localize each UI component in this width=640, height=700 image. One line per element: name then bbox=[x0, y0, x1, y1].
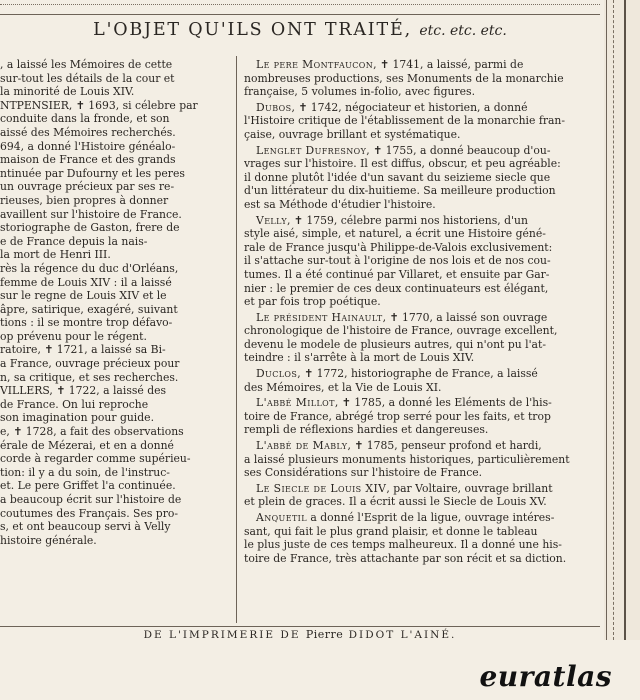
historian-entry bbox=[244, 311, 604, 365]
entry-line bbox=[244, 58, 604, 72]
bottom-rule bbox=[0, 626, 600, 627]
historian-name: Le Siecle de Louis XIV bbox=[256, 481, 387, 495]
entry-line bbox=[244, 410, 604, 424]
historian-name: Velly bbox=[256, 213, 288, 227]
entry-text: le plus juste de ces temps malheureux. Il a donné une his- bbox=[244, 538, 562, 552]
historian-entry bbox=[244, 482, 604, 509]
historian-name: Le pere Montfaucon bbox=[256, 58, 374, 71]
entry-line bbox=[244, 511, 604, 525]
entry-text: et par fois trop poétique. bbox=[244, 295, 381, 309]
historian-entry bbox=[244, 439, 604, 480]
entry-line bbox=[244, 114, 604, 128]
entry-line bbox=[244, 198, 604, 212]
left-column-line: e de France depuis la nais- bbox=[0, 234, 148, 248]
entry-line bbox=[244, 439, 604, 453]
left-column-line: sur le regne de Louis XIV et le bbox=[0, 289, 167, 303]
left-column-line: a beaucoup écrit sur l'histoire de bbox=[0, 493, 182, 506]
left-column bbox=[0, 58, 228, 547]
historian-name: L'abbé Millot bbox=[256, 396, 335, 410]
entry-text: , ✝ 1742, négociateur et historien, a donné bbox=[291, 100, 528, 114]
left-column-line: son imagination pour guide. bbox=[0, 411, 154, 425]
border-line bbox=[613, 0, 614, 640]
left-column-line: e, ✝ 1728, a fait des observations bbox=[0, 425, 184, 439]
entry-line bbox=[244, 453, 604, 467]
entry-line bbox=[244, 171, 604, 185]
entry-line bbox=[244, 128, 604, 142]
historian-name: Duclos bbox=[256, 367, 298, 381]
left-column-line: storiographe de Gaston, frere de bbox=[0, 221, 180, 235]
entry-text: française, 5 volumes in-folio, avec figures. bbox=[244, 85, 476, 99]
entry-text: çaise, ouvrage brillant et systématique. bbox=[244, 127, 461, 141]
column-divider bbox=[236, 56, 237, 623]
title-text: L'OBJET QU'ILS ONT TRAITÉ, bbox=[93, 20, 412, 40]
entry-text: a donné l'Esprit de la ligue, ouvrage intéres- bbox=[306, 511, 555, 524]
left-column-line: 694, a donné l'Histoire généalo- bbox=[0, 139, 176, 153]
entry-line bbox=[244, 101, 604, 115]
historian-name: Dubos bbox=[256, 100, 292, 114]
left-column-line: rès la régence du duc d'Orléans, bbox=[0, 261, 179, 275]
entry-line bbox=[244, 184, 604, 198]
left-column-line: femme de Louis XIV : il a laissé bbox=[0, 275, 172, 289]
entry-text: chronologique de l'histoire de France, ouvrage excellent, bbox=[244, 324, 558, 338]
entry-text: sant, qui fait le plus grand plaisir, et donne le tableau bbox=[244, 524, 538, 538]
entry-text: rempli de réflexions hardies et dangereuses. bbox=[244, 423, 489, 437]
entry-text: devenu le modele de plusieurs autres, qui n'ont pu l'at- bbox=[244, 337, 546, 351]
entry-text: a laissé plusieurs monuments historiques, particulièrement bbox=[244, 452, 570, 466]
entry-line bbox=[244, 396, 604, 410]
entry-line bbox=[244, 268, 604, 282]
entry-text: d'un littérateur du dix-huitieme. Sa meilleure production bbox=[244, 184, 556, 198]
entry-line bbox=[244, 552, 604, 566]
historian-entry bbox=[244, 511, 604, 565]
entry-text: l'Histoire critique de l'établissement de la monarchie fran- bbox=[244, 114, 566, 128]
left-column-line: et. Le pere Griffet l'a continuée. bbox=[0, 479, 176, 493]
entry-line bbox=[244, 338, 604, 352]
entry-text: nier : le premier de ces deux continuateurs est élégant, bbox=[244, 281, 549, 295]
entry-text: , ✝ 1772, historiographe de France, a laissé bbox=[297, 367, 538, 381]
historian-entry bbox=[244, 144, 604, 212]
entry-text: rale de France jusqu'à Philippe-de-Valois exclusivement: bbox=[244, 240, 553, 254]
entry-line bbox=[244, 241, 604, 255]
entry-line bbox=[244, 495, 604, 509]
left-column-line: NTPENSIER, ✝ 1693, si célebre par bbox=[0, 98, 198, 112]
entry-text: style aisé, simple, et naturel, a écrit une Histoire géné- bbox=[244, 227, 546, 241]
left-column-line: maison de France et des grands bbox=[0, 153, 176, 167]
left-column-line: n, sa critique, et ses recherches. bbox=[0, 370, 179, 384]
historian-entry bbox=[244, 101, 604, 142]
entry-line bbox=[244, 482, 604, 496]
border-line bbox=[624, 0, 626, 640]
left-column-line: a France, ouvrage précieux pour bbox=[0, 357, 180, 371]
top-ornament-dotted bbox=[0, 4, 600, 11]
historian-entry bbox=[244, 367, 604, 394]
entry-text: , ✝ 1770, a laissé son ouvrage bbox=[382, 310, 548, 324]
entry-line bbox=[244, 157, 604, 171]
left-column-line: aissé des Mémoires recherchés. bbox=[0, 125, 176, 139]
euratlas-watermark: euratlas bbox=[479, 660, 612, 693]
entry-line bbox=[244, 538, 604, 552]
border-line bbox=[606, 0, 607, 640]
imprint-suffix: DIDOT L'AINÉ. bbox=[348, 629, 457, 641]
left-column-line: ratoire, ✝ 1721, a laissé sa Bi- bbox=[0, 343, 166, 357]
historian-entry bbox=[244, 214, 604, 309]
right-column bbox=[244, 58, 604, 567]
section-title bbox=[0, 20, 600, 40]
entry-text: et plein de graces. Il a écrit aussi le Siecle de Louis XV. bbox=[244, 495, 547, 509]
historian-name: L'abbé de Mably bbox=[256, 439, 348, 453]
entry-line bbox=[244, 254, 604, 268]
left-column-line: op prévenu pour le régent. bbox=[0, 329, 147, 343]
historian-entry bbox=[244, 58, 604, 99]
entry-text: , ✝ 1741, a laissé, parmi de bbox=[373, 58, 524, 71]
entry-line bbox=[244, 144, 604, 158]
entry-text: il s'attache sur-tout à l'origine de nos lois et de nos cou- bbox=[244, 254, 551, 268]
title-etc: etc. etc. etc. bbox=[419, 23, 507, 39]
entry-text: vrages sur l'histoire. Il est diffus, obscur, et peu agréable: bbox=[244, 157, 561, 171]
entry-text: ses Considérations sur l'histoire de France. bbox=[244, 466, 483, 480]
entry-text: , ✝ 1755, a donné beaucoup d'ou- bbox=[366, 143, 551, 157]
entry-line bbox=[244, 351, 604, 365]
left-column-line: corde à regarder comme supérieu- bbox=[0, 452, 191, 466]
entry-line bbox=[244, 72, 604, 86]
printer-imprint bbox=[0, 628, 600, 641]
left-column-line: ntinuée par Dufourny et les peres bbox=[0, 166, 185, 180]
entry-text: teindre : il s'arrête à la mort de Louis XIV. bbox=[244, 351, 475, 365]
left-column-line: coutumes des Français. Ses pro- bbox=[0, 506, 179, 520]
entry-line bbox=[244, 367, 604, 381]
entry-text: il donne plutôt l'idée d'un savant du seizieme siecle que bbox=[244, 170, 551, 184]
entry-text: , par Voltaire, ouvrage brillant bbox=[386, 481, 553, 495]
left-column-line: tions : il se montre trop défavo- bbox=[0, 316, 173, 330]
left-column-line: conduite dans la fronde, et son bbox=[0, 112, 170, 126]
left-column-line: la minorité de Louis XIV. bbox=[0, 85, 135, 99]
entry-line bbox=[244, 214, 604, 228]
entry-line bbox=[244, 466, 604, 480]
entry-line bbox=[244, 381, 604, 395]
left-column-line: , a laissé les Mémoires de cette bbox=[0, 58, 173, 71]
left-column-line: érale de Mézerai, et en a donné bbox=[0, 438, 174, 452]
entry-line bbox=[244, 423, 604, 437]
left-column-line: de France. On lui reproche bbox=[0, 397, 149, 411]
historian-name: Anquetil bbox=[256, 511, 307, 524]
left-column-line: la mort de Henri III. bbox=[0, 248, 111, 262]
entry-text: des Mémoires, et la Vie de Louis XI. bbox=[244, 380, 442, 394]
left-column-line: availlent sur l'histoire de France. bbox=[0, 207, 182, 221]
entry-text: est sa Méthode d'étudier l'histoire. bbox=[244, 197, 436, 211]
entry-text: , ✝ 1785, a donné les Eléments de l'his- bbox=[334, 396, 552, 410]
entry-text: , ✝ 1785, penseur profond et hardi, bbox=[347, 439, 542, 453]
entry-text: nombreuses productions, ses Monuments de la monarchie bbox=[244, 71, 564, 85]
entry-text: , ✝ 1759, célebre parmi nos historiens, d'un bbox=[287, 213, 528, 227]
top-rule bbox=[0, 14, 600, 15]
historian-name: Lenglet Dufresnoy bbox=[256, 143, 367, 157]
right-border-ornament bbox=[604, 0, 640, 640]
historian-name: Le président Hainault bbox=[256, 310, 383, 324]
left-column-line: histoire générale. bbox=[0, 533, 97, 547]
left-column-line: s, et ont beaucoup servi à Velly bbox=[0, 520, 171, 534]
entry-line bbox=[244, 525, 604, 539]
imprint-first-name: Pierre bbox=[305, 628, 344, 641]
entry-line bbox=[244, 311, 604, 325]
entry-line bbox=[244, 227, 604, 241]
imprint-prefix: DE L'IMPRIMERIE DE bbox=[143, 629, 301, 641]
historian-entry bbox=[244, 396, 604, 437]
entry-text: toire de France, abrégé trop serré pour les faits, et trop bbox=[244, 409, 551, 423]
left-column-line: tion: il y a du soin, de l'instruc- bbox=[0, 465, 170, 479]
left-column-line: VILLERS, ✝ 1722, a laissé des bbox=[0, 384, 167, 398]
left-column-line: un ouvrage précieux par ses re- bbox=[0, 180, 175, 194]
entry-line bbox=[244, 295, 604, 309]
entry-text: toire de France, très attachante par son récit et sa diction. bbox=[244, 551, 567, 565]
entry-line bbox=[244, 282, 604, 296]
left-column-line: sur-tout les détails de la cour et bbox=[0, 71, 175, 85]
entry-line bbox=[244, 324, 604, 338]
left-column-line: rieuses, bien propres à donner bbox=[0, 193, 169, 207]
entry-line bbox=[244, 85, 604, 99]
entry-text: tumes. Il a été continué par Villaret, et ensuite par Gar- bbox=[244, 267, 550, 281]
left-column-line: âpre, satirique, exagéré, suivant bbox=[0, 302, 178, 316]
